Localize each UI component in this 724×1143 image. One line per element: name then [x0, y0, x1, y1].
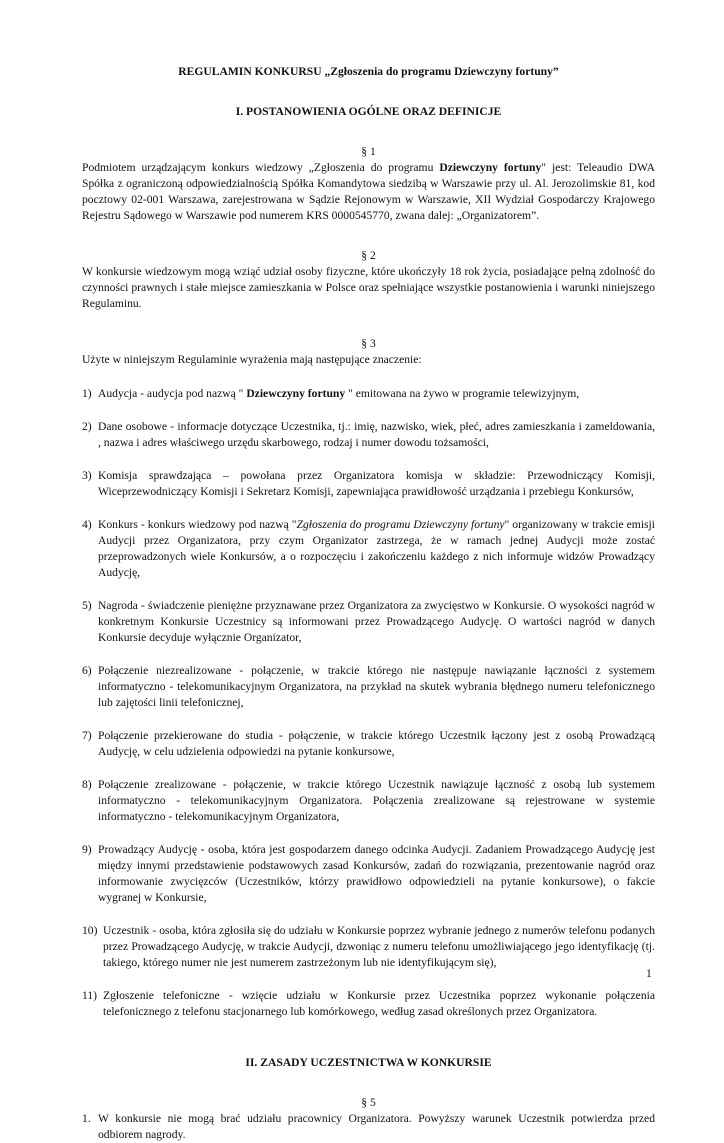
paragraph-sign-3: § 3: [361, 337, 376, 350]
paragraph-1-text: Podmiotem urządzającym konkurs wiedzowy „Zgłoszenia do programu Dziewczyny fortuny" jest: Teleaudio DWA Spółka z ograniczoną odpowiedzialnością Spółka Komandytowa siedzibą w Warszawie przy ul. Al. Jerozolimskie 81, kod pocztowy 02-001 Warszawa, zarejestrowana w Sądzie Rejonowym w Warszawie, XII Wydział Gospodarczy Krajowego Rejestru Sądowego w Warszawie pod numerem KRS 0000545770, zwana dalej: „Organizatorem”.: [82, 161, 655, 222]
list-item: 4) Konkurs - konkurs wiedzowy pod nazwą "Zgłoszenia do programu Dziewczyny fortuny" organizowany w trakcie emisji Audycji przez Organizatora, przy czym Organizator zastrzega, że w ramach jednej Audycji może zostać przeprowadzonych wiele Konkursów, a o rozpoczęciu i zakończeniu każdego z nich informuje widzów Prowadzący Audycję,: [82, 518, 655, 579]
list-item: 1) Audycja - audycja pod nazwą " Dziewczyny fortuny " emitowana na żywo w programie telewizyjnym,: [82, 387, 580, 400]
page-number: 1: [646, 967, 652, 980]
definitions-list: [82, 386, 655, 1020]
program-name: Dziewczyny fortuny: [439, 161, 542, 174]
paragraph-3-intro: Użyte w niniejszym Regulaminie wyrażenia mają następujące znaczenie:: [82, 353, 422, 366]
list-item: 5) Nagroda - świadczenie pieniężne przyznawane przez Organizatora za zwycięstwo w Konkursie. O wysokości nagród w konkretnym Konkursie Uczestnicy są informowani przez Prowadzącego Audycję. O wartości nagród w danych Konkursie decyduje wyłącznie Organizator,: [82, 599, 655, 644]
list-item: 7) Połączenie przekierowane do studia - połączenie, w trakcie którego Uczestnik łączony jest z osobą Prowadzącą Audycję, w celu udzielenia odpowiedzi na pytanie konkursowe,: [82, 729, 655, 758]
list-item: 2) Dane osobowe - informacje dotyczące Uczestnika, tj.: imię, nazwisko, wiek, płeć, adres zamieszkania i zameldowania, , nazwa i adres właściwego urzędu skarbowego, rodzaj i numer dowodu tożsamości,: [82, 420, 655, 449]
list-item: 3) Komisja sprawdzająca – powołana przez Organizatora komisja w składzie: Przewodniczący Komisji, Wiceprzewodniczący Komisji i Sekretarz Komisji, zapewniająca prawidłowość urządzania i przebiegu Konkursów,: [82, 469, 655, 498]
section-heading-1: I. POSTANOWIENIA OGÓLNE ORAZ DEFINICJE: [235, 105, 502, 118]
paragraph-sign-1: § 1: [361, 145, 376, 158]
list-item: 1. W konkursie nie mogą brać udziału pracownicy Organizatora. Powyższy warunek Uczestnik potwierdza przed odbiorem nagrody.: [82, 1112, 655, 1141]
paragraph-sign-5: § 5: [361, 1096, 376, 1109]
paragraph-2-text: W konkursie wiedzowym mogą wziąć udział osoby fizyczne, które ukończyły 18 rok życia, posiadające pełną zdolność do czynności prawnych i stałe miejsce zamieszkania w Polsce oraz spełniające wszystkie postanowienia i warunki niniejszego Regulaminu.: [82, 265, 655, 310]
list-item: 6) Połączenie niezrealizowane - połączenie, w trakcie którego nie następuje nawiązanie łączności z systemem informatyczno - telekomunikacyjnym Organizatora, na przykład na skutek wybrania błędnego numeru telefonicznego lub zajętości linii telefonicznej,: [82, 664, 655, 709]
list-item: 10) Uczestnik - osoba, która zgłosiła się do udziału w Konkursie poprzez wybranie jednego z numerów telefonu podanych przez Prowadzącego Audycję, w trakcie Audycji, dzwoniąc z numeru telefonu umożliwiającego jego identyfikację (tj. takiego, którego numer nie jest numerem zastrzeżonym lub nie identyfikującym się),: [82, 924, 655, 969]
document-content: [82, 64, 655, 1143]
section-heading-2: II. ZASADY UCZESTNICTWA W KONKURSIE: [245, 1056, 492, 1069]
list-item: 9) Prowadzący Audycję - osoba, która jest gospodarzem danego odcinka Audycji. Zadaniem Prowadzącego Audycję jest między innymi przedstawienie podstawowych zasad Konkursów, zadań do rozwiązania, prezentowanie nagród oraz informowanie zwycięzców (Uczestników, którzy prawidłowo odpowiedzieli na pytanie konkursowe), o fakcie wygranej w Konkursie,: [82, 843, 655, 904]
paragraph-sign-2: § 2: [361, 249, 376, 262]
list-item: 8) Połączenie zrealizowane - połączenie, w trakcie którego Uczestnik nawiązuje łączność z osobą lub systemem informatyczno - telekomunikacyjnym Organizatora. Połączenia zrealizowane są rejestrowane w systemie informatyczno - telekomunikacyjnym Organizatora,: [82, 778, 655, 823]
list-item: 11) Zgłoszenie telefoniczne - wzięcie udziału w Konkursie przez Uczestnika poprzez wykonanie połączenia telefonicznego z telefonu stacjonarnego lub komórkowego, według zasad określonych przez Organizatora.: [82, 989, 655, 1018]
document-title: REGULAMIN KONKURSU „Zgłoszenia do programu Dziewczyny fortuny”: [178, 65, 559, 78]
